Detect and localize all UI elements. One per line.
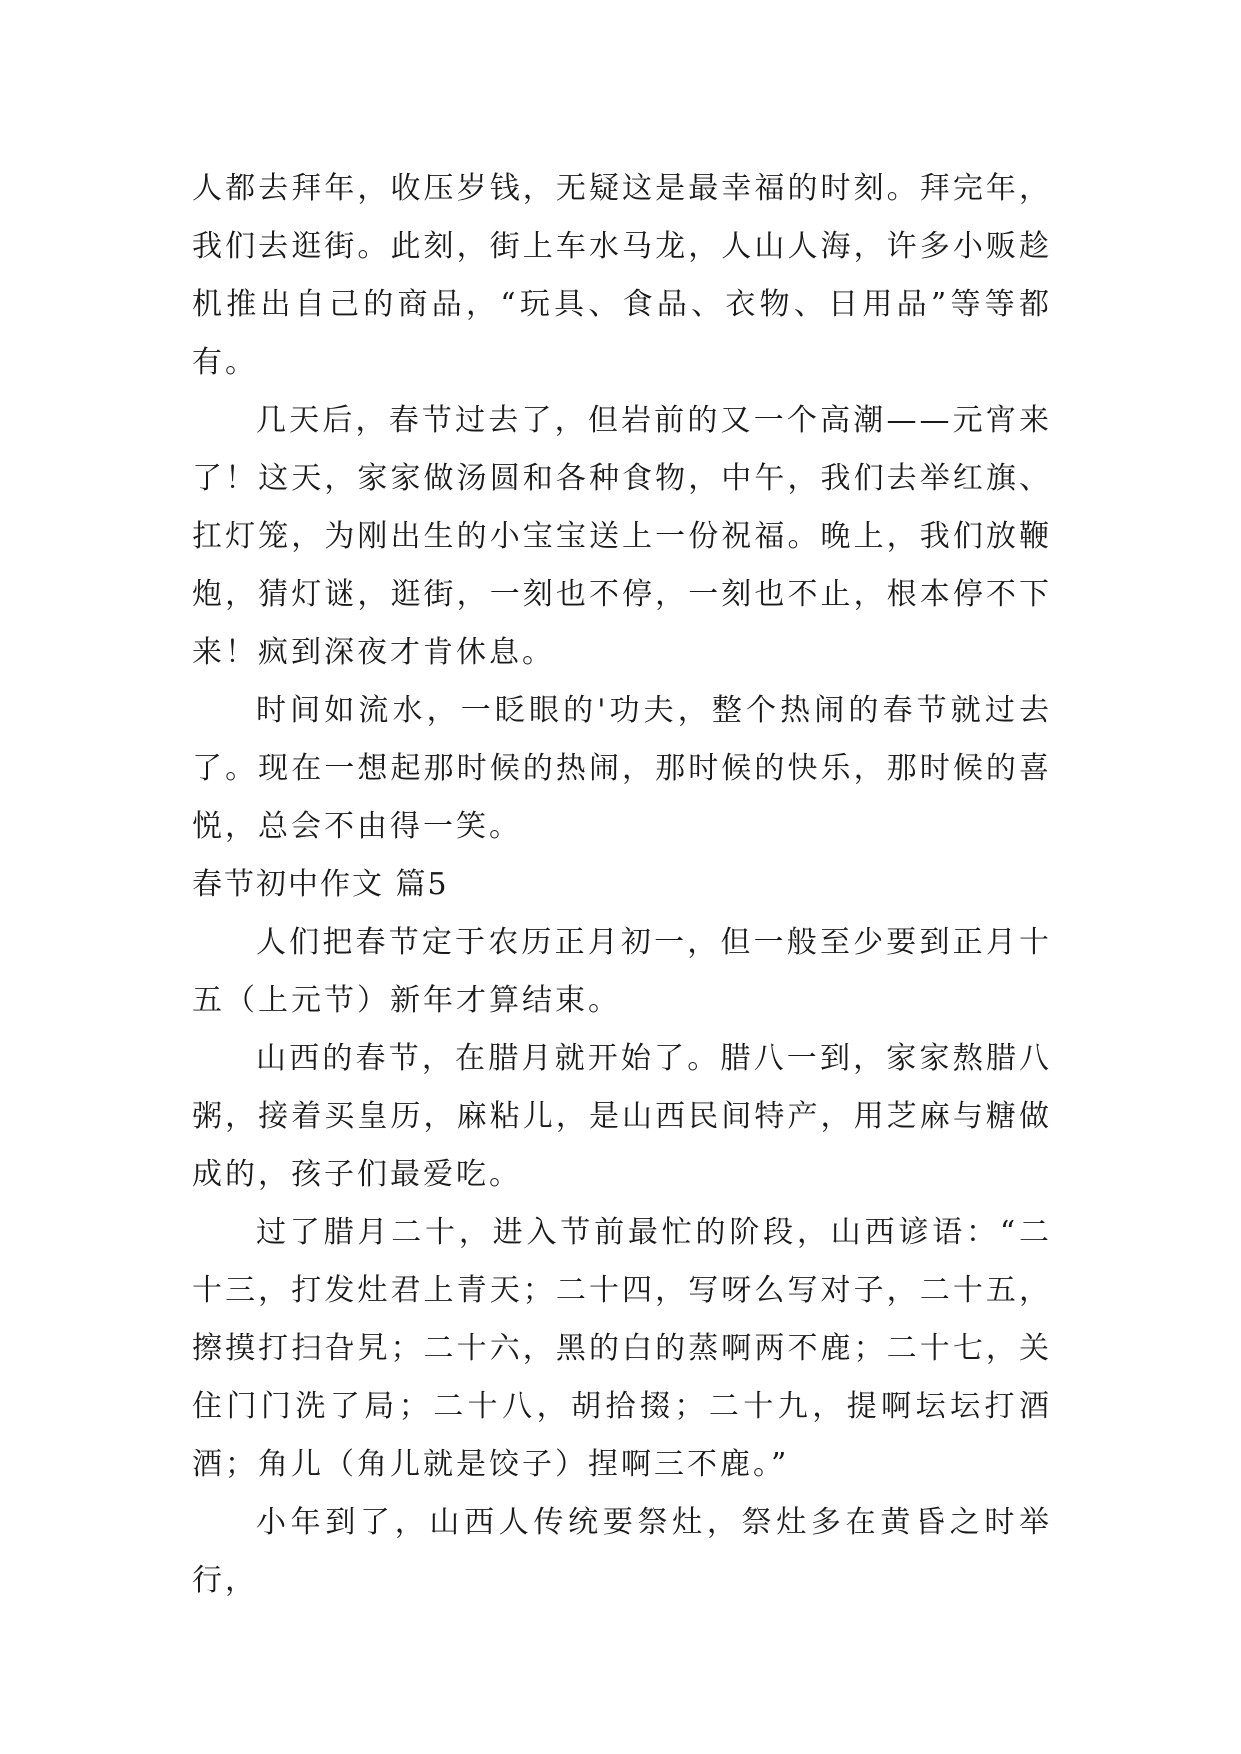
paragraph-lantern-festival: 几天后，春节过去了，但岩前的又一个高潮——元宵来了！这天，家家做汤圆和各种食物，中午，我们去举红旗、扛灯笼，为刚出生的小宝宝送上一份祝福。晚上，我们放鞭炮，猜灯谜，逛街，一刻也不停，一刻也不止，根本停不下来！疯到深夜才肯休息。 — [192, 403, 1052, 670]
paragraph-shanxi-laba: 山西的春节，在腊月就开始了。腊八一到，家家熬腊八粥，接着买皇历，麻粘儿，是山西民间特产，用芝麻与糖做成的，孩子们最爱吃。 — [192, 1041, 1052, 1192]
paragraph-kitchen-god: 小年到了，山西人传统要祭灶，祭灶多在黄昏之时举行， — [192, 1505, 1052, 1598]
paragraph-spring-festival-dates: 人们把春节定于农历正月初一，但一般至少要到正月十五（上元节）新年才算结束。 — [192, 925, 1052, 1018]
paragraph-shanxi-proverb: 过了腊月二十，进入节前最忙的阶段，山西谚语：“二十三，打发灶君上青天；二十四，写呀么写对子，二十五，擦摸打扫旮旯；二十六，黑的白的蒸啊两不鹿；二十七，关住门门洗了局；二十八，胡拾掇；二十九，提啊坛坛打酒酒；角儿（角儿就是饺子）捏啊三不鹿。” — [192, 1215, 1052, 1482]
article-body — [192, 160, 1052, 1610]
section-heading: 春节初中作文 篇5 — [192, 867, 449, 902]
paragraph-new-year-visits: 人都去拜年，收压岁钱，无疑这是最幸福的时刻。拜完年，我们去逛街。此刻，街上车水马龙，人山人海，许多小贩趁机推出自己的商品，“玩具、食品、衣物、日用品”等等都有。 — [192, 171, 1052, 380]
paragraph-time-passes: 时间如流水，一眨眼的'功夫，整个热闹的春节就过去了。现在一想起那时候的热闹，那时候的快乐，那时候的喜悦，总会不由得一笑。 — [192, 693, 1052, 844]
